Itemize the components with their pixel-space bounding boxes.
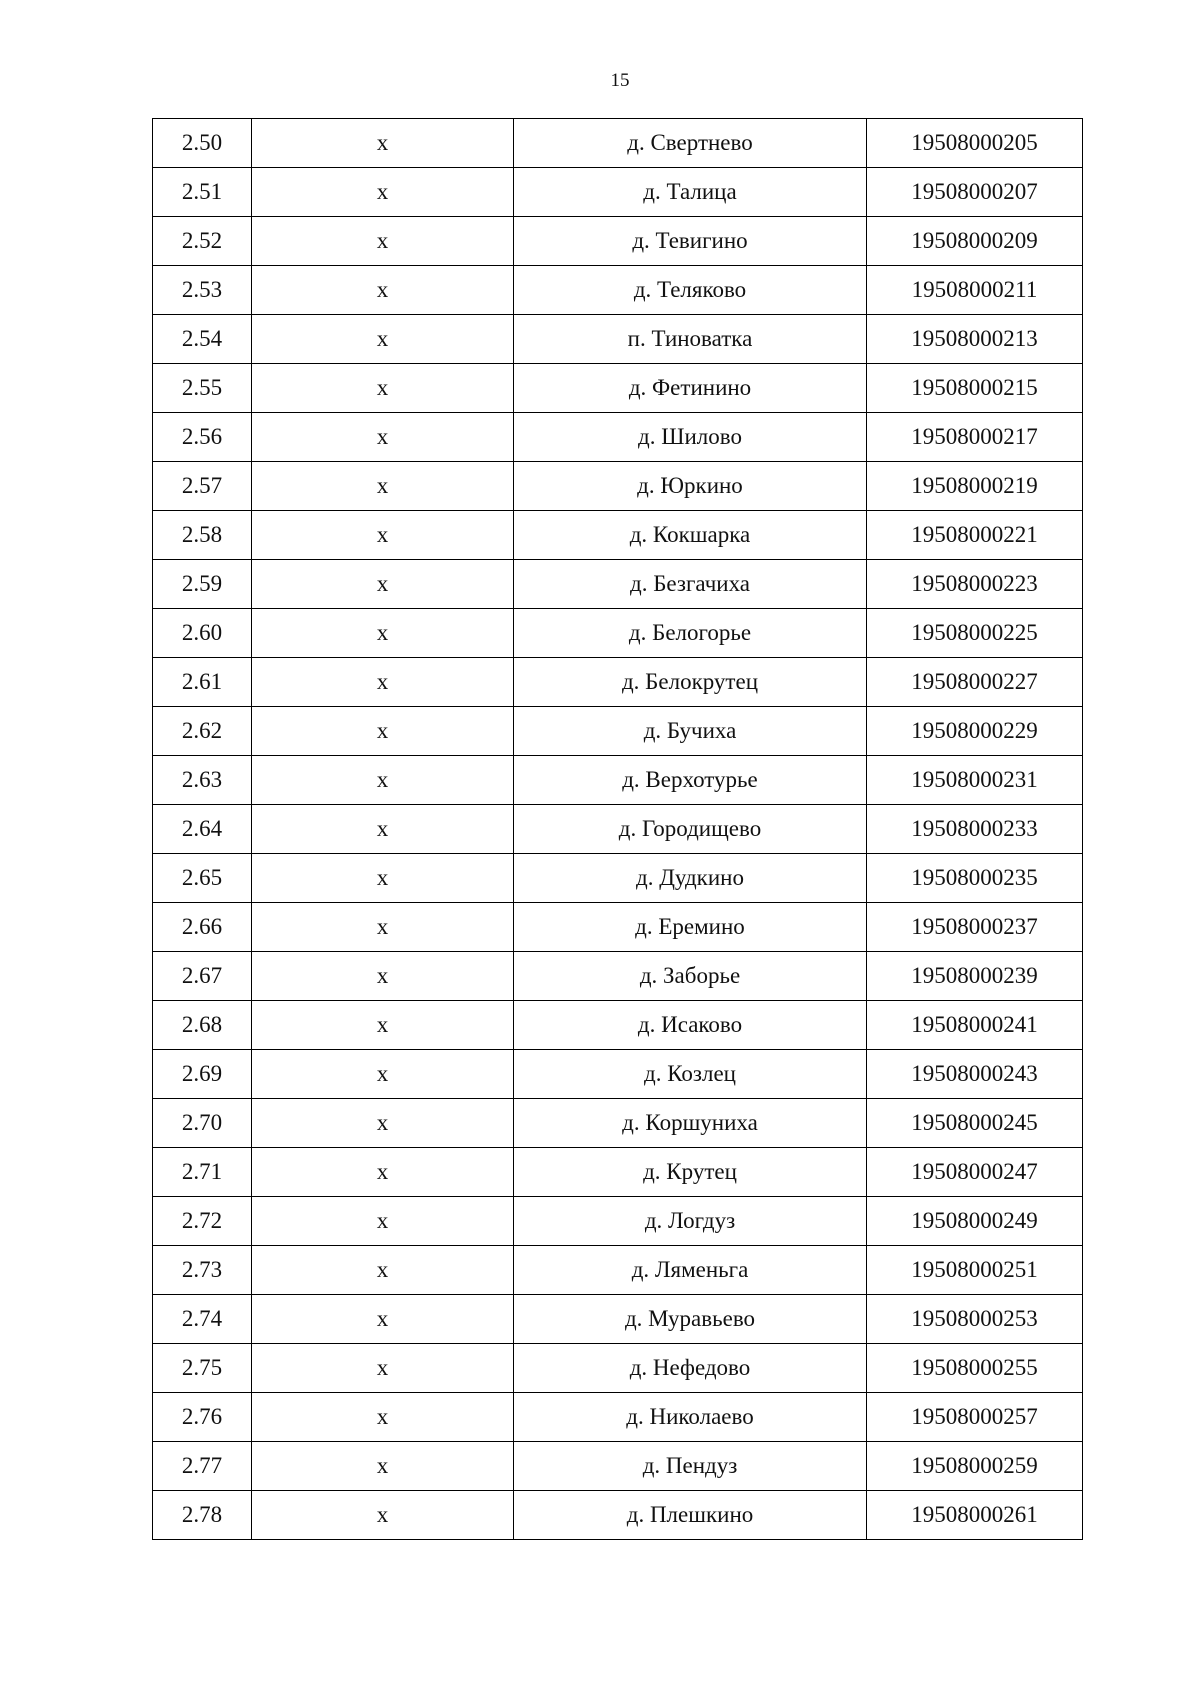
mark-cell: х (252, 1197, 514, 1246)
row-number-cell: 2.51 (153, 168, 252, 217)
settlement-code-cell: 19508000239 (867, 952, 1083, 1001)
table-row (153, 119, 1083, 168)
mark-cell: х (252, 1001, 514, 1050)
mark-cell: х (252, 1099, 514, 1148)
row-number-cell: 2.60 (153, 609, 252, 658)
settlement-code-cell: 19508000223 (867, 560, 1083, 609)
settlement-code-cell: 19508000231 (867, 756, 1083, 805)
mark-cell: х (252, 217, 514, 266)
settlement-code-cell: 19508000209 (867, 217, 1083, 266)
table-row (153, 1344, 1083, 1393)
settlement-code-cell: 19508000225 (867, 609, 1083, 658)
row-number-cell: 2.72 (153, 1197, 252, 1246)
table-row (153, 756, 1083, 805)
row-number-cell: 2.73 (153, 1246, 252, 1295)
settlement-name-cell: п. Тиноватка (514, 315, 867, 364)
table-row (153, 707, 1083, 756)
row-number-cell: 2.68 (153, 1001, 252, 1050)
mark-cell: х (252, 756, 514, 805)
row-number-cell: 2.67 (153, 952, 252, 1001)
row-number-cell: 2.61 (153, 658, 252, 707)
table-body (153, 119, 1083, 1540)
mark-cell: х (252, 560, 514, 609)
table-row (153, 1148, 1083, 1197)
mark-cell: х (252, 805, 514, 854)
settlement-code-cell: 19508000259 (867, 1442, 1083, 1491)
table-row (153, 1001, 1083, 1050)
mark-cell: х (252, 1295, 514, 1344)
mark-cell: х (252, 462, 514, 511)
page-number: 15 (610, 70, 630, 91)
row-number-cell: 2.78 (153, 1491, 252, 1540)
table-row (153, 511, 1083, 560)
mark-cell: х (252, 119, 514, 168)
mark-cell: х (252, 1246, 514, 1295)
settlement-name-cell: д. Шилово (514, 413, 867, 462)
settlement-name-cell: д. Фетинино (514, 364, 867, 413)
settlement-code-cell: 19508000227 (867, 658, 1083, 707)
settlement-name-cell: д. Дудкино (514, 854, 867, 903)
mark-cell: х (252, 1491, 514, 1540)
settlement-name-cell: д. Свертнево (514, 119, 867, 168)
settlement-name-cell: д. Еремино (514, 903, 867, 952)
settlement-name-cell: д. Исаково (514, 1001, 867, 1050)
settlement-name-cell: д. Белогорье (514, 609, 867, 658)
settlement-name-cell: д. Муравьево (514, 1295, 867, 1344)
table-row (153, 609, 1083, 658)
settlement-name-cell: д. Заборье (514, 952, 867, 1001)
settlement-code-cell: 19508000245 (867, 1099, 1083, 1148)
settlement-code-cell: 19508000211 (867, 266, 1083, 315)
mark-cell: х (252, 413, 514, 462)
table-row (153, 1246, 1083, 1295)
row-number-cell: 2.71 (153, 1148, 252, 1197)
settlement-name-cell: д. Верхотурье (514, 756, 867, 805)
row-number-cell: 2.76 (153, 1393, 252, 1442)
table-row (153, 364, 1083, 413)
settlement-name-cell: д. Талица (514, 168, 867, 217)
mark-cell: х (252, 1148, 514, 1197)
mark-cell: х (252, 1050, 514, 1099)
table-row (153, 217, 1083, 266)
table-row (153, 1050, 1083, 1099)
table-row (153, 168, 1083, 217)
row-number-cell: 2.77 (153, 1442, 252, 1491)
settlement-code-cell: 19508000221 (867, 511, 1083, 560)
settlement-code-cell: 19508000215 (867, 364, 1083, 413)
settlement-name-cell: д. Городищево (514, 805, 867, 854)
settlement-code-cell: 19508000219 (867, 462, 1083, 511)
mark-cell: х (252, 315, 514, 364)
row-number-cell: 2.52 (153, 217, 252, 266)
table-row (153, 315, 1083, 364)
settlement-name-cell: д. Крутец (514, 1148, 867, 1197)
row-number-cell: 2.63 (153, 756, 252, 805)
table-row (153, 1491, 1083, 1540)
mark-cell: х (252, 707, 514, 756)
row-number-cell: 2.74 (153, 1295, 252, 1344)
mark-cell: х (252, 854, 514, 903)
settlement-name-cell: д. Тевигино (514, 217, 867, 266)
row-number-cell: 2.75 (153, 1344, 252, 1393)
table-row (153, 1197, 1083, 1246)
table-row (153, 854, 1083, 903)
settlement-code-cell: 19508000255 (867, 1344, 1083, 1393)
settlement-name-cell: д. Белокрутец (514, 658, 867, 707)
settlements-table (152, 118, 1083, 1540)
settlement-code-cell: 19508000257 (867, 1393, 1083, 1442)
settlement-name-cell: д. Кокшарка (514, 511, 867, 560)
table-row (153, 266, 1083, 315)
mark-cell: х (252, 952, 514, 1001)
settlement-code-cell: 19508000205 (867, 119, 1083, 168)
settlement-code-cell: 19508000237 (867, 903, 1083, 952)
mark-cell: х (252, 364, 514, 413)
row-number-cell: 2.54 (153, 315, 252, 364)
table-row (153, 952, 1083, 1001)
settlement-code-cell: 19508000261 (867, 1491, 1083, 1540)
settlement-name-cell: д. Нефедово (514, 1344, 867, 1393)
row-number-cell: 2.56 (153, 413, 252, 462)
settlement-name-cell: д. Пендуз (514, 1442, 867, 1491)
settlement-name-cell: д. Юркино (514, 462, 867, 511)
row-number-cell: 2.55 (153, 364, 252, 413)
settlement-code-cell: 19508000213 (867, 315, 1083, 364)
row-number-cell: 2.66 (153, 903, 252, 952)
settlement-code-cell: 19508000217 (867, 413, 1083, 462)
mark-cell: х (252, 1344, 514, 1393)
mark-cell: х (252, 903, 514, 952)
table-row (153, 462, 1083, 511)
settlement-name-cell: д. Николаево (514, 1393, 867, 1442)
settlement-code-cell: 19508000241 (867, 1001, 1083, 1050)
mark-cell: х (252, 266, 514, 315)
row-number-cell: 2.57 (153, 462, 252, 511)
table-row (153, 1393, 1083, 1442)
row-number-cell: 2.59 (153, 560, 252, 609)
mark-cell: х (252, 1393, 514, 1442)
settlement-name-cell: д. Логдуз (514, 1197, 867, 1246)
mark-cell: х (252, 168, 514, 217)
settlement-code-cell: 19508000253 (867, 1295, 1083, 1344)
settlement-name-cell: д. Безгачиха (514, 560, 867, 609)
settlement-code-cell: 19508000249 (867, 1197, 1083, 1246)
table-row (153, 1442, 1083, 1491)
table-row (153, 1295, 1083, 1344)
settlement-name-cell: д. Коршуниха (514, 1099, 867, 1148)
table-row (153, 805, 1083, 854)
table-row (153, 658, 1083, 707)
row-number-cell: 2.58 (153, 511, 252, 560)
settlement-name-cell: д. Козлец (514, 1050, 867, 1099)
settlement-code-cell: 19508000243 (867, 1050, 1083, 1099)
settlement-code-cell: 19508000251 (867, 1246, 1083, 1295)
mark-cell: х (252, 511, 514, 560)
mark-cell: х (252, 1442, 514, 1491)
row-number-cell: 2.64 (153, 805, 252, 854)
row-number-cell: 2.65 (153, 854, 252, 903)
mark-cell: х (252, 658, 514, 707)
table-row (153, 560, 1083, 609)
mark-cell: х (252, 609, 514, 658)
table-row (153, 1099, 1083, 1148)
table-row (153, 903, 1083, 952)
settlement-name-cell: д. Плешкино (514, 1491, 867, 1540)
settlement-name-cell: д. Теляково (514, 266, 867, 315)
row-number-cell: 2.53 (153, 266, 252, 315)
row-number-cell: 2.70 (153, 1099, 252, 1148)
row-number-cell: 2.62 (153, 707, 252, 756)
row-number-cell: 2.50 (153, 119, 252, 168)
row-number-cell: 2.69 (153, 1050, 252, 1099)
settlement-code-cell: 19508000233 (867, 805, 1083, 854)
table-row (153, 413, 1083, 462)
settlement-code-cell: 19508000229 (867, 707, 1083, 756)
settlement-code-cell: 19508000207 (867, 168, 1083, 217)
settlement-name-cell: д. Ляменьга (514, 1246, 867, 1295)
settlement-name-cell: д. Бучиха (514, 707, 867, 756)
settlement-code-cell: 19508000247 (867, 1148, 1083, 1197)
settlement-code-cell: 19508000235 (867, 854, 1083, 903)
